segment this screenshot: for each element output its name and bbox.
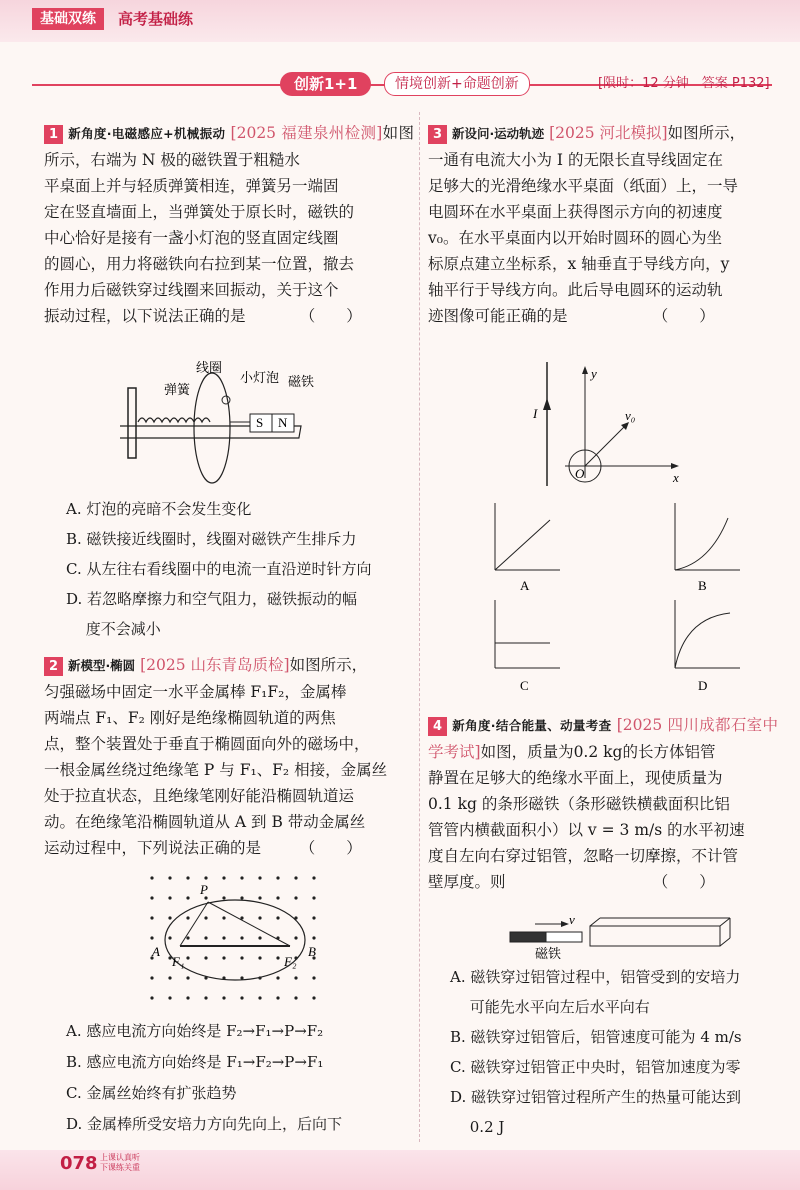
question-text: 定在竖直墙面上，当弹簧处于原长时，磁铁的 [44,203,355,221]
question-text: 壁厚度。则 （ ） [428,873,715,891]
question-text: 迹图像可能正确的是 （ ） [428,307,715,325]
field-dot [186,976,189,979]
magnet-label: 磁铁 [288,374,315,389]
field-dot [222,996,225,999]
time-limit: [限时：12 分钟 答案 P132] [598,76,770,91]
option-a[interactable]: A. 磁铁穿过铝管过程中，铝管受到的安培力 [450,968,741,986]
wire-ring-figure [525,358,695,488]
question-text: 一根金属丝绕过绝缘笔 P 与 F₁、F₂ 相接，金属丝 [44,761,388,779]
field-dot [276,976,279,979]
field-dot [258,956,261,959]
field-dot [168,976,171,979]
question-tag: 新角度·电磁感应+机械振动 [68,126,226,141]
focus-f2-label: F₂ [284,954,297,969]
field-dot [312,896,315,899]
section-subtitle: 情境创新+命题创新 [384,72,530,96]
field-dot [294,876,297,879]
point-b-label: B [308,944,316,959]
question-text: 动。在绝缘笔沿椭圆轨道从 A 到 B 带动金属丝 [44,813,366,831]
option-a[interactable]: A. 感应电流方向始终是 F₂→F₁→P→F₂ [66,1022,324,1040]
question-text: 如图所示，右端为 N 极的磁铁置于粗糙水 [44,124,414,169]
field-dot [186,896,189,899]
magnet-n-label: N [278,415,288,430]
velocity-label: v [569,912,575,927]
series-subtag: 高考基础练 [118,10,194,28]
x-axis-label: x [673,470,679,485]
field-dot [294,996,297,999]
magnet-s-label: S [256,415,264,430]
field-dot [204,996,207,999]
question-text: 如图所示， [289,656,368,674]
field-dot [222,936,225,939]
field-dot [186,936,189,939]
question-tag: 新角度·结合能量、动量考查 [452,718,612,733]
field-dot [222,896,225,899]
question-source: [2025 四川成都石室中学考试] [428,716,779,761]
question-text: 管管内横截面积小）以 v = 3 m/s 的水平初速 [428,821,745,839]
question-text: 一通有电流大小为 I 的无限长直导线固定在 [428,151,723,169]
field-dot [240,936,243,939]
question-number: 2 [44,657,63,676]
field-dot [186,996,189,999]
question-text: 匀强磁场中固定一水平金属棒 F₁F₂，金属棒 [44,683,347,701]
choice-c-label[interactable]: C [520,678,529,693]
trajectory-choices [480,498,780,698]
question-text: 如图所示， [667,124,746,142]
field-dot [240,996,243,999]
question-text: 足够大的光滑绝缘水平桌面（纸面）上，一导 [428,177,739,195]
origin-label: O [575,466,585,481]
field-dot [258,916,261,919]
field-dot [222,916,225,919]
field-dot [312,916,315,919]
question-text: 静置在足够大的绝缘水平面上，现使质量为 [428,769,723,787]
spring-label: 弹簧 [164,382,191,397]
option-d[interactable]: D. 金属棒所受安培力方向先向上，后向下 [66,1115,343,1133]
field-dot [258,996,261,999]
option-a[interactable]: A. 灯泡的亮暗不会发生变化 [66,500,252,518]
choice-d-label[interactable]: D [698,678,708,693]
question-text: 标原点建立坐标系，x 轴垂直于导线方向，y [428,255,730,273]
field-dot [150,996,153,999]
page-number: 078 [60,1153,98,1174]
question-text: 点，整个装置处于垂直于椭圆面向外的磁场中， [44,735,370,753]
section-title: 创新1+1 [280,72,371,96]
field-dot [150,936,153,939]
field-dot [168,996,171,999]
question-text: 中心恰好是接有一盏小灯泡的竖直固定线圈 [44,229,339,247]
field-dot [276,956,279,959]
field-dot [312,876,315,879]
option-d[interactable]: D. 磁铁穿过铝管过程所产生的热量可能达到 [450,1088,742,1106]
option-b[interactable]: B. 磁铁穿过铝管后，铝管速度可能为 4 m/s [450,1028,742,1046]
field-dot [204,916,207,919]
field-dot [294,936,297,939]
field-dot [240,896,243,899]
q2-options [66,1016,416,1140]
field-dot [312,936,315,939]
field-dot [168,916,171,919]
option-c[interactable]: C. 磁铁穿过铝管正中央时，铝管加速度为零 [450,1058,741,1076]
field-dot [276,876,279,879]
field-dot [204,936,207,939]
point-a-label: A [152,944,160,959]
field-dot [168,936,171,939]
field-dot [258,896,261,899]
question-tag: 新模型·椭圆 [67,658,136,673]
question-2 [44,652,414,861]
aluminum-tube-figure [505,912,735,964]
question-tag: 新设问·运动轨迹 [451,126,545,141]
question-text: 度自左向右穿过铝管，忽略一切摩擦，不计管 [428,847,739,865]
option-a-cont: 可能先水平向左后水平向右 [450,998,650,1016]
choice-b-label[interactable]: B [698,578,707,593]
field-dot [204,956,207,959]
question-number: 4 [428,717,447,736]
option-d-cont: 度不会减小 [66,620,161,638]
page-tip: 上课认真听 下课练关重 [100,1153,140,1172]
current-i-label: I [533,406,538,421]
question-text: 的圆心，用力将磁铁向右拉到某一位置，撤去 [44,255,355,273]
option-b[interactable]: B. 感应电流方向始终是 F₁→F₂→P→F₁ [66,1053,324,1071]
field-dot [258,936,261,939]
field-dot [150,876,153,879]
magnet-label: 磁铁 [535,946,562,961]
field-dot [276,996,279,999]
field-dot [240,956,243,959]
series-tag: 基础双练 [32,8,104,30]
magnet-coil-figure [120,358,330,488]
choice-a-label[interactable]: A [520,578,530,593]
field-dot [240,976,243,979]
question-text: 如图，质量为0.2 kg的长方体铝管 [480,743,716,761]
ellipse-figure [140,868,330,1013]
field-dot [276,896,279,899]
option-c[interactable]: C. 金属丝始终有扩张趋势 [66,1084,237,1102]
field-dot [168,896,171,899]
field-dot [150,976,153,979]
question-source: [2025 福建泉州检测] [230,124,383,142]
question-text: 处于拉直状态，且绝缘笔刚好能沿椭圆轨道运 [44,787,355,805]
field-dot [204,876,207,879]
question-1 [44,120,414,329]
field-dot [294,976,297,979]
question-text: 两端点 F₁、F₂ 刚好是绝缘椭圆轨道的两焦 [44,709,336,727]
y-axis-label: y [591,366,597,381]
question-text: 0.1 kg 的条形磁铁（条形磁铁横截面积比铝 [428,795,730,813]
field-dot [186,916,189,919]
column-divider [419,112,420,1142]
field-dot [258,876,261,879]
field-dot [222,956,225,959]
option-c[interactable]: C. 从左往右看线圈中的电流一直沿逆时针方向 [66,560,372,578]
field-dot [150,896,153,899]
question-number: 3 [428,125,447,144]
field-dot [240,876,243,879]
question-text: 振动过程，以下说法正确的是 （ ） [44,307,362,325]
question-source: [2025 河北模拟] [549,124,668,142]
coil-label: 线圈 [196,360,223,375]
bulb-label: 小灯泡 [240,370,280,385]
question-text: 运动过程中，下列说法正确的是 （ ） [44,839,362,857]
field-dot [294,896,297,899]
question-source: [2025 山东青岛质检] [140,656,290,674]
field-dot [276,916,279,919]
question-number: 1 [44,125,63,144]
field-dot [222,876,225,879]
q1-options [66,494,416,644]
point-p-label: P [200,882,208,897]
question-4 [428,712,778,895]
question-text: 电圆环在水平桌面上获得图示方向的初速度 [428,203,723,221]
q4-options [450,962,780,1142]
option-d-cont: 0.2 J [450,1118,505,1136]
field-dot [186,876,189,879]
field-dot [312,996,315,999]
question-3 [428,120,778,329]
question-text: v₀。在水平桌面内以开始时圆环的圆心为坐 [428,229,722,247]
option-b[interactable]: B. 磁铁接近线圈时，线圈对磁铁产生排斥力 [66,530,357,548]
field-dot [150,916,153,919]
question-text: 平桌面上并与轻质弹簧相连，弹簧另一端固 [44,177,339,195]
focus-f1-label: F₁ [172,954,185,969]
field-dot [186,956,189,959]
question-text: 作用力后磁铁穿过线圈来回振动，关于这个 [44,281,339,299]
question-text: 轴平行于导线方向。此后导电圆环的运动轨 [428,281,723,299]
field-dot [168,876,171,879]
option-d[interactable]: D. 若忽略摩擦力和空气阻力，磁铁振动的幅 [66,590,358,608]
field-dot [312,976,315,979]
v0-label: v₀ [625,408,636,423]
